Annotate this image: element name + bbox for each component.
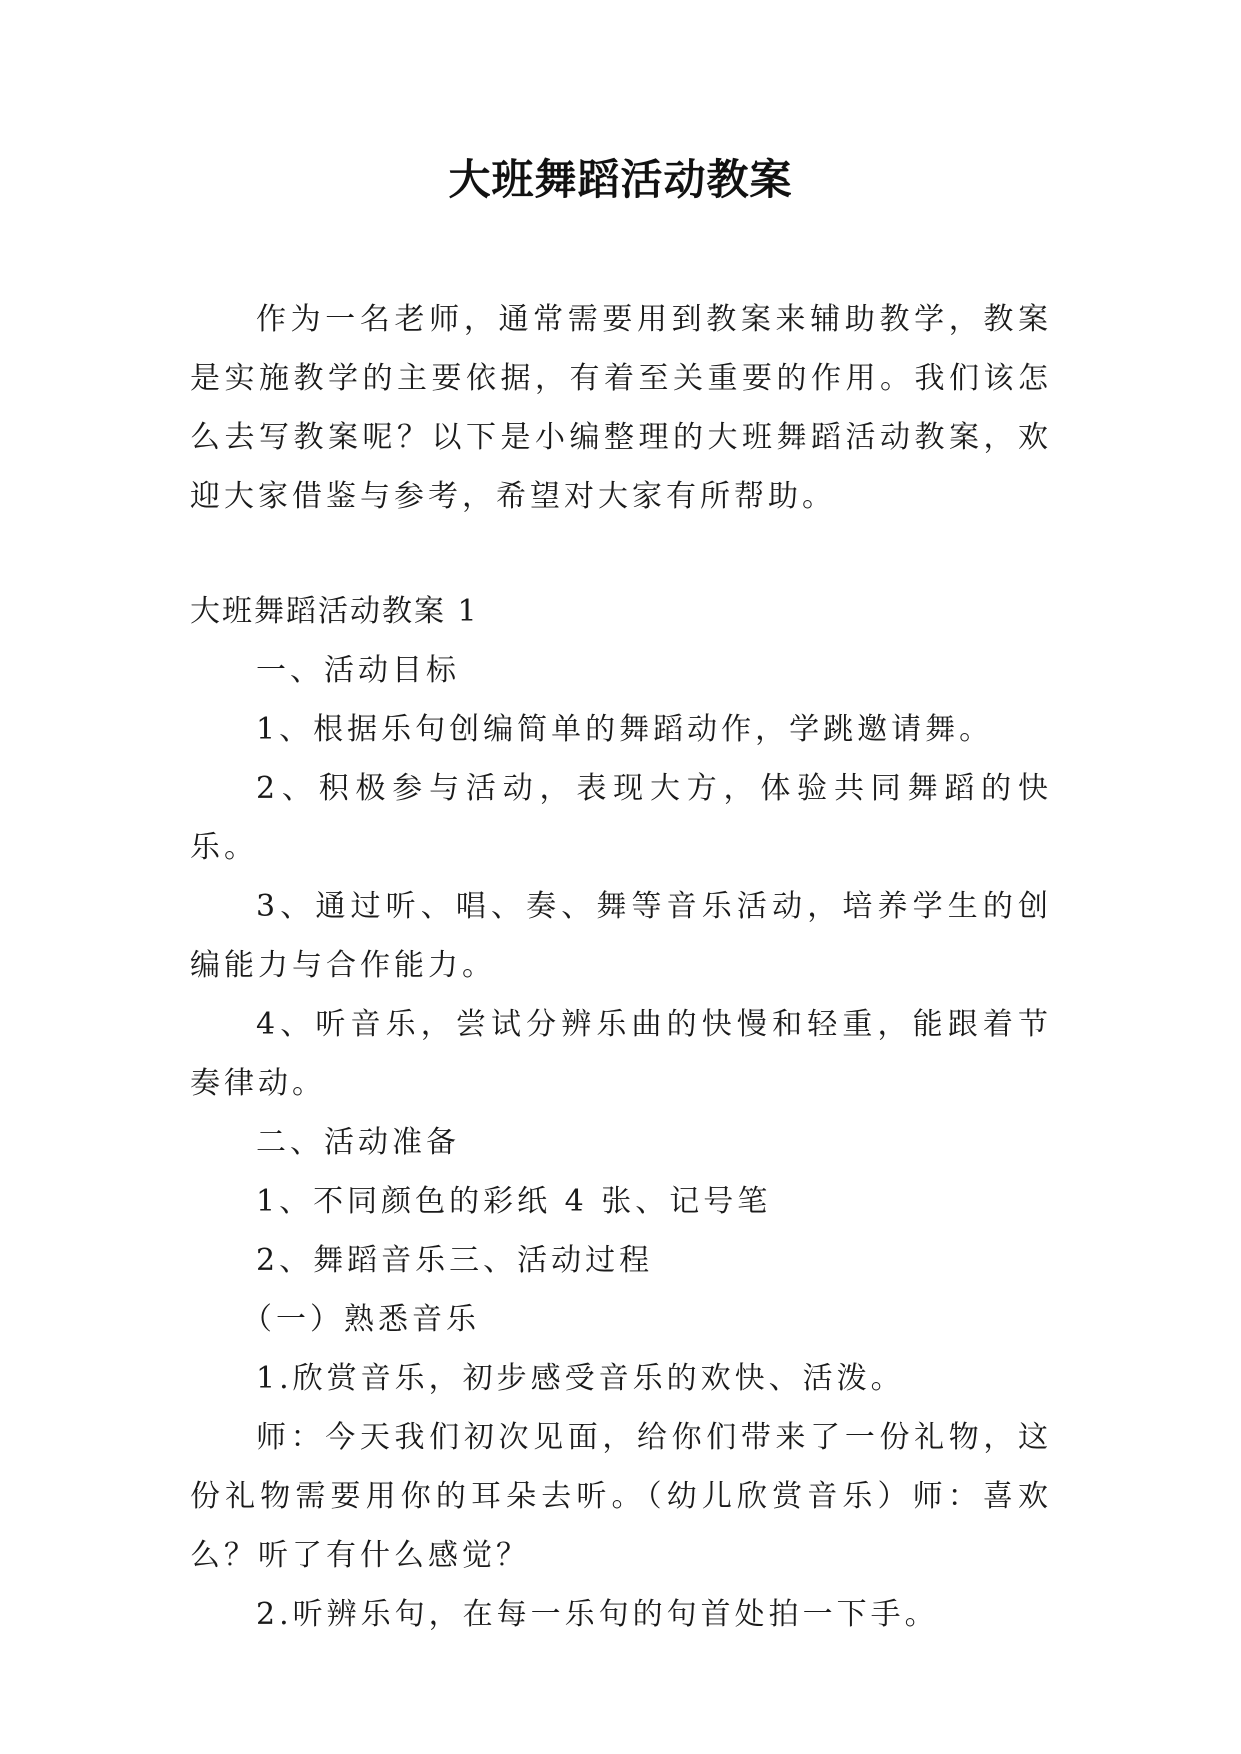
prep-item-2: 2、舞蹈音乐三、活动过程 bbox=[256, 1243, 654, 1278]
teacher-dialogue: 师：今天我们初次见面，给你们带来了一份礼物，这份礼物需要用你的耳朵去听。（幼儿欣赏音乐）师：喜欢么？听了有什么感觉？ bbox=[190, 1420, 1052, 1573]
process-step-1: 1.欣赏音乐，初步感受音乐的欢快、活泼。 bbox=[256, 1361, 905, 1396]
process-subheading: （一）熟悉音乐 bbox=[242, 1302, 480, 1337]
section-title: 大班舞蹈活动教案 1 bbox=[190, 594, 479, 629]
intro-paragraph: 作为一名老师，通常需要用到教案来辅助教学，教案是实施教学的主要依据，有着至关重要的作用。我们该怎么去写教案呢？以下是小编整理的大班舞蹈活动教案，欢迎大家借鉴与参考，希望对大家有所帮助。 bbox=[190, 302, 1052, 514]
process-step-2: 2.听辨乐句，在每一乐句的句首处拍一下手。 bbox=[256, 1597, 939, 1632]
goal-item-1: 1、根据乐句创编简单的舞蹈动作，学跳邀请舞。 bbox=[256, 712, 994, 747]
prep-item-1: 1、不同颜色的彩纸 4 张、记号笔 bbox=[256, 1184, 772, 1219]
document-body bbox=[190, 290, 1052, 1644]
goal-item-4: 4、听音乐，尝试分辨乐曲的快慢和轻重，能跟着节奏律动。 bbox=[190, 1007, 1052, 1101]
document-title: 大班舞蹈活动教案 bbox=[448, 155, 793, 204]
goal-item-2: 2、积极参与活动，表现大方，体验共同舞蹈的快乐。 bbox=[190, 771, 1052, 865]
goals-heading: 一、活动目标 bbox=[256, 653, 460, 688]
goal-item-3: 3、通过听、唱、奏、舞等音乐活动，培养学生的创编能力与合作能力。 bbox=[190, 889, 1052, 983]
prep-heading: 二、活动准备 bbox=[256, 1125, 460, 1160]
